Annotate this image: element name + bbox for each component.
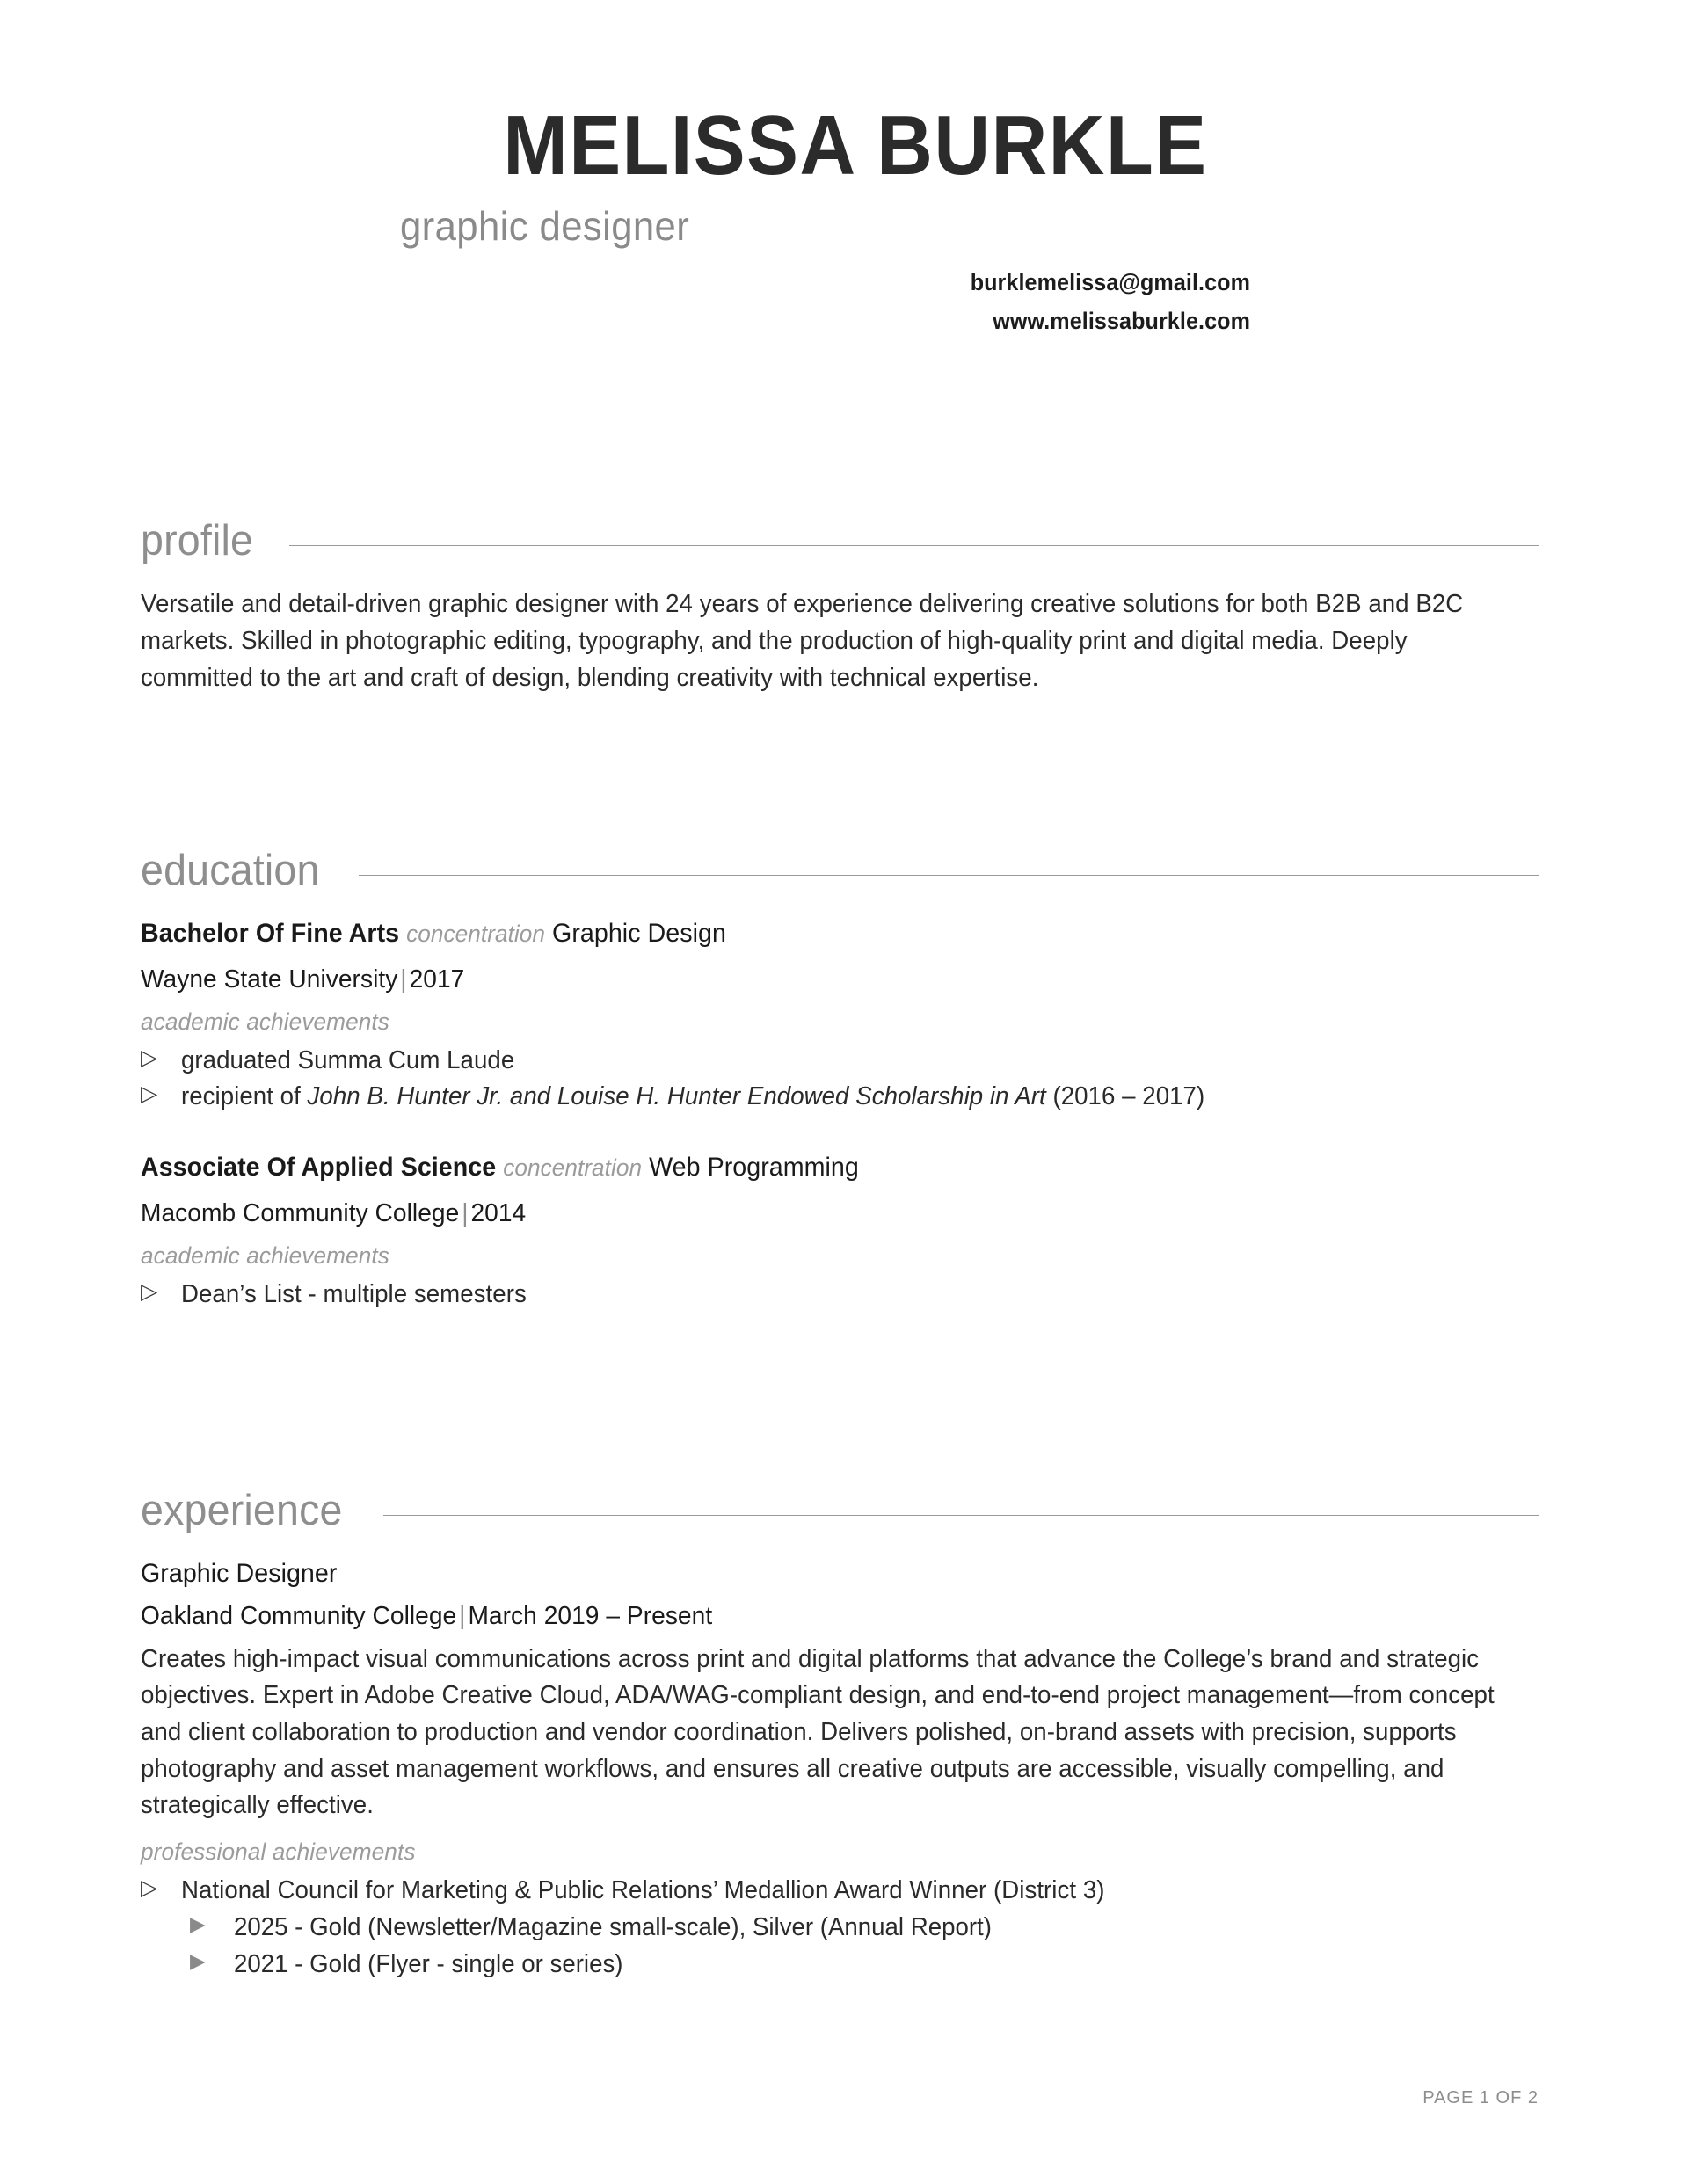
section-profile [141,516,1539,696]
job-subtitle: graphic designer [400,203,690,249]
education-concentration: Web Programming [649,1153,859,1183]
section-education [141,846,1539,1313]
experience-description: Creates high-impact visual communications across print and digital platforms that advance the College’s brand and strategic objectives. Expert in Adobe Creative Cloud, ADA/WAG-compliant design, and end-to-end project management—from concept and client collaboration to production and vendor coordination. Delivers polished, on-brand assets with precision, supports photography and asset management workflows, and ensures all creative outputs are accessible, visually compelling, and strategically effective. [141,1644,1495,1820]
experience-employer-line [141,1602,1496,1631]
section-header-experience [141,1486,1539,1535]
experience-achievements-list [141,1873,1539,1909]
section-header-profile [141,516,1539,565]
education-school-line [141,1199,1496,1228]
experience-job-title-line [141,1556,1496,1591]
education-degree-line [141,1150,1496,1185]
education-school: Wayne State University [141,965,398,994]
achievement-text-italic: John B. Hunter Jr. and Louise H. Hunter Endowed Scholarship in Art [307,1082,1046,1111]
section-title-profile: profile [141,517,254,565]
profile-text: Versatile and detail-driven graphic designer with 24 years of experience delivering creative solutions for both B2B and B2C markets. Skilled in photographic editing, typography, and the production of high-quality print and digital media. Deeply committed to the art and craft of design, blending creativity with technical expertise. [141,590,1464,692]
triangle-outline-icon: ▷ [141,1081,158,1107]
list-item [190,1946,1539,1983]
education-concentration-label: concentration [503,1154,643,1182]
experience-entry [141,1556,1539,1983]
education-achievements-label: academic achievements [141,1241,389,1269]
subtitle-row [0,202,1688,250]
achievement-text-post: (2016 – 2017) [1045,1082,1205,1111]
resume-body [0,516,1688,1983]
education-school: Macomb Community College [141,1198,460,1227]
award-detail: 2021 - Gold (Flyer - single or series) [234,1950,623,1979]
award-detail: 2025 - Gold (Newsletter/Magazine small-scale), Silver (Annual Report) [234,1912,992,1941]
triangle-outline-icon: ▷ [141,1045,158,1071]
education-degree: Associate Of Applied Science [141,1153,497,1183]
experience-job-title: Graphic Designer [141,1559,338,1589]
education-separator: | [400,965,407,994]
education-concentration-label: concentration [406,921,546,948]
education-degree: Bachelor Of Fine Arts [141,919,400,949]
triangle-outline-icon: ▷ [141,1278,158,1304]
section-title-experience: experience [141,1487,343,1535]
page-footer: PAGE 1 OF 2 [1422,2088,1539,2108]
contact-website[interactable]: www.melissaburkle.com [993,307,1250,334]
education-year: 2017 [409,965,465,994]
contact-block [0,264,1688,340]
education-achievements-list [141,1277,1539,1313]
section-header-education [141,846,1539,895]
experience-achievements-label: professional achievements [141,1838,416,1865]
education-school-line [141,965,1496,994]
section-experience [141,1486,1539,1983]
education-achievements-label: academic achievements [141,1008,389,1036]
triangle-outline-icon: ▷ [141,1875,158,1900]
section-divider-profile [289,545,1539,546]
triangle-filled-icon: ▶ [190,1911,206,1935]
list-item [141,1277,1539,1313]
education-separator: | [462,1198,469,1227]
achievement-text: graduated Summa Cum Laude [181,1046,515,1075]
experience-award-sublist [141,1909,1539,1983]
section-divider-experience [383,1515,1539,1516]
achievement-text-pre: recipient of [181,1082,308,1111]
experience-employer: Oakland Community College [141,1601,457,1630]
education-entry [141,1150,1539,1313]
list-item [190,1909,1539,1946]
education-degree-line [141,916,1496,951]
achievement-text: Dean’s List - multiple semesters [181,1279,527,1308]
contact-email[interactable]: burklemelissa@gmail.com [970,269,1250,295]
education-achievements-list [141,1043,1539,1115]
education-year: 2014 [470,1198,527,1227]
section-divider-education [359,875,1539,876]
experience-dates: March 2019 – Present [468,1601,713,1630]
list-item [141,1043,1539,1079]
section-title-education: education [141,847,320,895]
education-entry [141,916,1539,1115]
triangle-filled-icon: ▶ [190,1949,206,1973]
achievement-text: National Council for Marketing & Public Relations’ Medallion Award Winner (District 3) [181,1875,1105,1904]
experience-separator: | [459,1601,466,1630]
resume-header [0,0,1688,340]
education-concentration: Graphic Design [552,919,726,949]
list-item [141,1873,1539,1909]
page-title: MELISSA BURKLE [503,98,1208,193]
list-item [141,1079,1539,1115]
